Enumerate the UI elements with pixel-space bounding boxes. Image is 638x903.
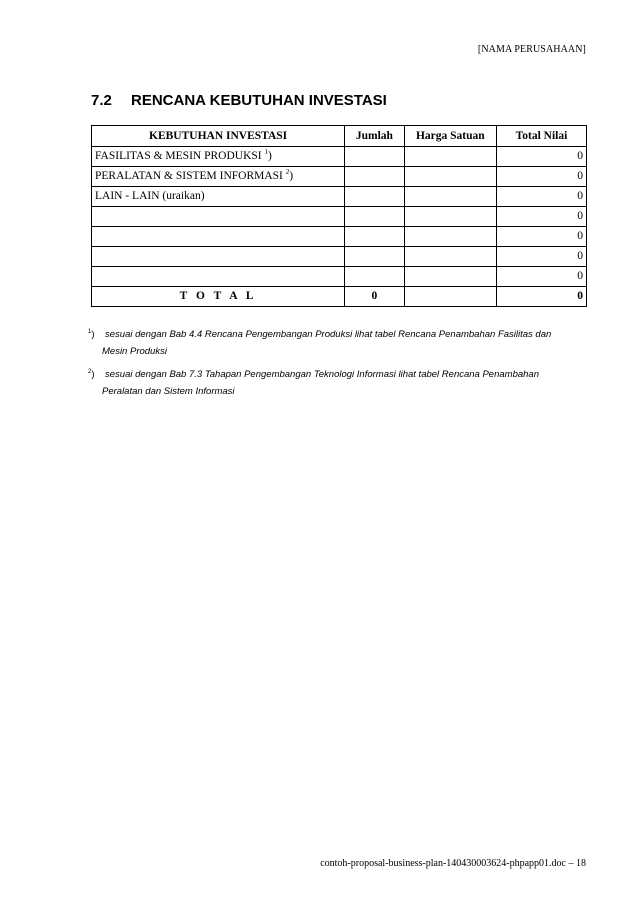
footnote — [88, 366, 571, 400]
cell-harga-satuan — [404, 207, 496, 227]
section-title — [91, 92, 387, 109]
cell-total-nilai: 0 — [496, 167, 586, 187]
table-row — [92, 207, 587, 227]
table-row — [92, 247, 587, 267]
cell-kebutuhan-text: LAIN - LAIN (uraikan) — [95, 190, 205, 202]
cell-kebutuhan — [92, 187, 345, 207]
section-title-text: RENCANA KEBUTUHAN INVESTASI — [131, 92, 387, 109]
header-harga-satuan: Harga Satuan — [404, 126, 496, 147]
cell-harga-satuan — [404, 227, 496, 247]
cell-total-nilai: 0 — [496, 267, 586, 287]
header-company-name: [NAMA PERUSAHAAN] — [477, 44, 586, 55]
cell-total-nilai: 0 — [496, 187, 586, 207]
table-row — [92, 167, 587, 187]
footnote-ref: 1 — [264, 148, 268, 156]
cell-harga-satuan — [404, 167, 496, 187]
footnote-marker-number: 1 — [88, 329, 92, 335]
footnote-marker-close: ) — [91, 369, 95, 380]
cell-total-nilai: 0 — [496, 247, 586, 267]
cell-jumlah — [345, 247, 404, 267]
cell-kebutuhan — [92, 247, 345, 267]
cell-total-nilai: 0 — [496, 147, 586, 167]
table-row — [92, 187, 587, 207]
cell-jumlah — [345, 267, 404, 287]
footnote-ref-close: ) — [267, 150, 272, 162]
footnote — [88, 326, 571, 360]
cell-jumlah — [345, 147, 404, 167]
table-row — [92, 267, 587, 287]
cell-kebutuhan — [92, 167, 345, 187]
table-total-row — [92, 287, 587, 307]
cell-total-nilai: 0 — [496, 227, 586, 247]
footnote-marker-number: 2 — [88, 369, 92, 375]
header-jumlah: Jumlah — [345, 126, 404, 147]
cell-kebutuhan-text: FASILITAS & MESIN PRODUKSI — [95, 150, 265, 162]
table-header-row — [92, 126, 587, 147]
footnotes — [88, 326, 571, 406]
total-jumlah: 0 — [345, 287, 404, 307]
footnote-marker-close: ) — [91, 329, 95, 340]
footnote-text: sesuai dengan Bab 7.3 Tahapan Pengembangan Teknologi Informasi lihat tabel Rencana Penambahan Peralatan dan Sistem Informasi — [102, 369, 539, 397]
footnote-text: sesuai dengan Bab 4.4 Rencana Pengembangan Produksi lihat tabel Rencana Penambahan Fasilitas dan Mesin Produksi — [102, 329, 552, 357]
cell-jumlah — [345, 227, 404, 247]
cell-harga-satuan — [404, 187, 496, 207]
footnote-ref: 2 — [285, 168, 290, 176]
cell-kebutuhan-text: PERALATAN & SISTEM INFORMASI — [95, 170, 286, 182]
footnote-marker — [88, 326, 95, 343]
investment-table — [91, 125, 587, 307]
footnote-ref-close: ) — [289, 170, 294, 182]
cell-kebutuhan — [92, 227, 345, 247]
cell-harga-satuan — [404, 147, 496, 167]
header-kebutuhan: KEBUTUHAN INVESTASI — [92, 126, 345, 147]
cell-harga-satuan — [404, 267, 496, 287]
cell-jumlah — [345, 187, 404, 207]
cell-harga-satuan — [404, 247, 496, 267]
header-total-nilai: Total Nilai — [496, 126, 586, 147]
cell-kebutuhan — [92, 147, 345, 167]
footnote-marker — [88, 366, 95, 383]
table-body — [92, 147, 587, 307]
table-row — [92, 147, 587, 167]
cell-jumlah — [345, 207, 404, 227]
table-row — [92, 227, 587, 247]
cell-total-nilai: 0 — [496, 207, 586, 227]
total-label: T O T A L — [92, 287, 345, 307]
total-harga-satuan — [404, 287, 496, 307]
cell-kebutuhan — [92, 267, 345, 287]
cell-kebutuhan — [92, 207, 345, 227]
total-nilai: 0 — [496, 287, 586, 307]
footer-filename: contoh-proposal-business-plan-140430003624-phpapp01.doc – 18 — [320, 858, 586, 869]
cell-jumlah — [345, 167, 404, 187]
section-number: 7.2 — [91, 92, 112, 109]
